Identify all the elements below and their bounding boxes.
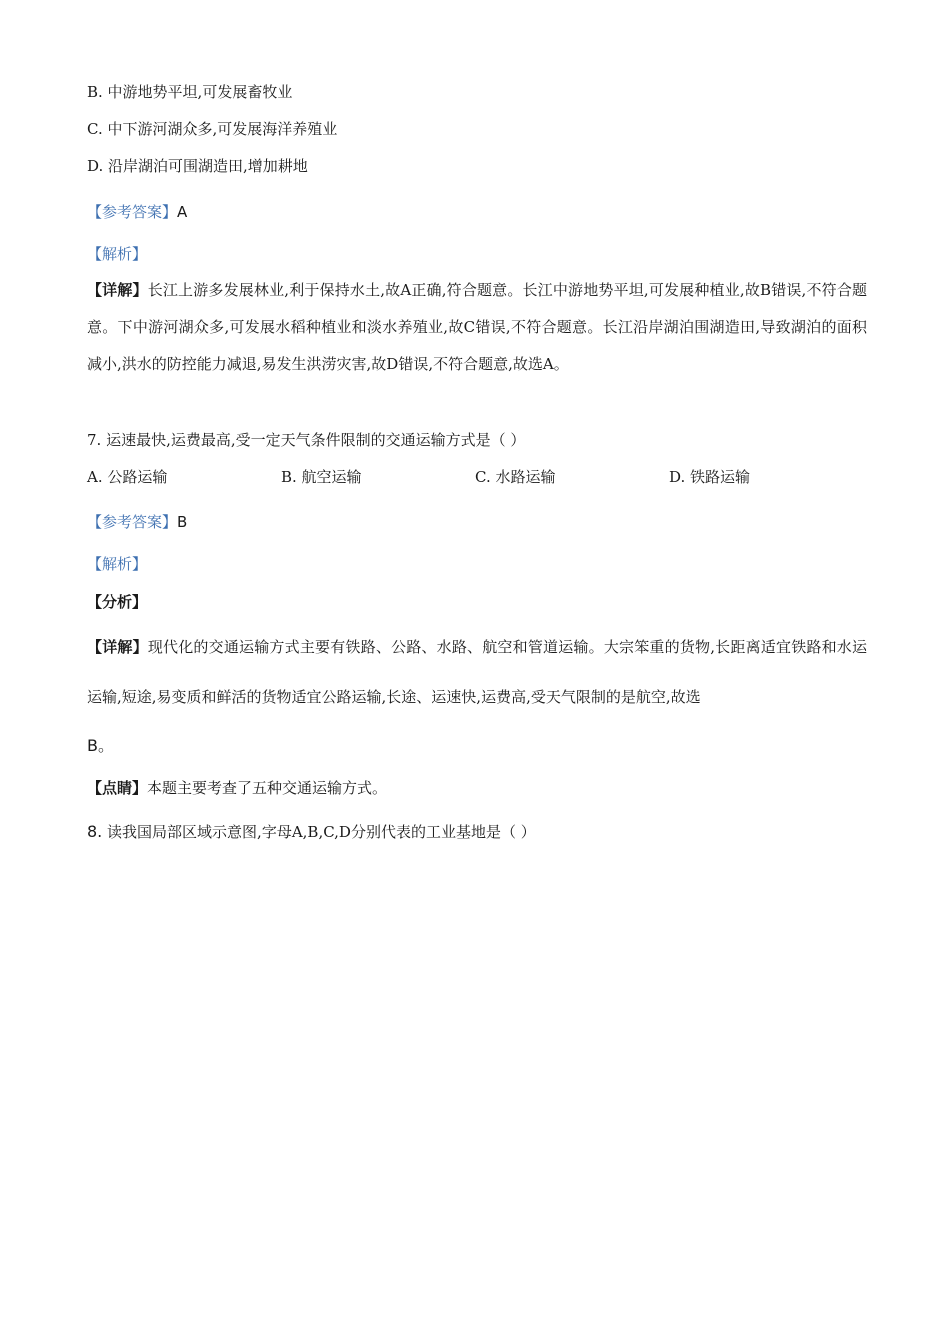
q6-option-b: B. 中游地势平坦,可发展畜牧业 — [87, 83, 293, 101]
q7-stem: 7. 运速最快,运费最高,受一定天气条件限制的交通运输方式是（ ） — [87, 431, 526, 449]
q7-option-d: D. 铁路运输 — [669, 468, 751, 486]
reference-answer-value: B — [177, 513, 188, 531]
q7-option-a: A. 公路运输 — [87, 468, 168, 486]
q8-stem — [87, 822, 536, 842]
q6-detail — [87, 272, 867, 383]
question-number: 8. — [87, 822, 103, 841]
reference-answer-label: 【参考答案】 — [87, 513, 178, 531]
q7-dianjing — [87, 778, 387, 798]
reference-answer-value: A — [177, 203, 188, 221]
question-text: 读我国局部区域示意图,字母A,B,C,D分别代表的工业基地是（ ） — [107, 823, 536, 841]
detail-text: 现代化的交通运输方式主要有铁路、公路、水路、航空和管道运输。大宗笨重的货物,长距离适宜铁路和水运运输,短途,易变质和鲜活的货物适宜公路运输,长途、运速快,运费高,受天气限制的是航空,故选 — [87, 638, 867, 706]
q7-option-c: C. 水路运输 — [475, 468, 556, 486]
q6-analysis-label: 【解析】 — [87, 245, 148, 263]
q6-reference-answer — [87, 202, 187, 222]
q7-option-b: B. 航空运输 — [281, 468, 362, 486]
q7-reference-answer — [87, 512, 187, 532]
reference-answer-label: 【参考答案】 — [87, 203, 178, 221]
q6-option-d: D. 沿岸湖泊可围湖造田,增加耕地 — [87, 157, 308, 175]
detail-text: 长江上游多发展林业,利于保持水土,故A正确,符合题意。长江中游地势平坦,可发展种植业,故B错误,不符合题意。下中游河湖众多,可发展水稻种植业和淡水养殖业,故C错误,不符合题意。长江沿岸湖泊围湖造田,导致湖泊的面积减小,洪水的防控能力减退,易发生洪涝灾害,故D错误,不符合题意,故选A。 — [87, 281, 867, 373]
detail-label: 【详解】 — [87, 638, 148, 656]
q7-fenxi-label: 【分析】 — [87, 593, 148, 611]
q7-detail-end: B。 — [87, 736, 114, 755]
q7-analysis-label: 【解析】 — [87, 555, 148, 573]
dianjing-text: 本题主要考查了五种交通运输方式。 — [147, 779, 388, 797]
q6-option-c: C. 中下游河湖众多,可发展海洋养殖业 — [87, 120, 338, 138]
q7-detail — [87, 622, 867, 722]
detail-label: 【详解】 — [87, 281, 148, 299]
dianjing-label: 【点睛】 — [87, 779, 148, 797]
